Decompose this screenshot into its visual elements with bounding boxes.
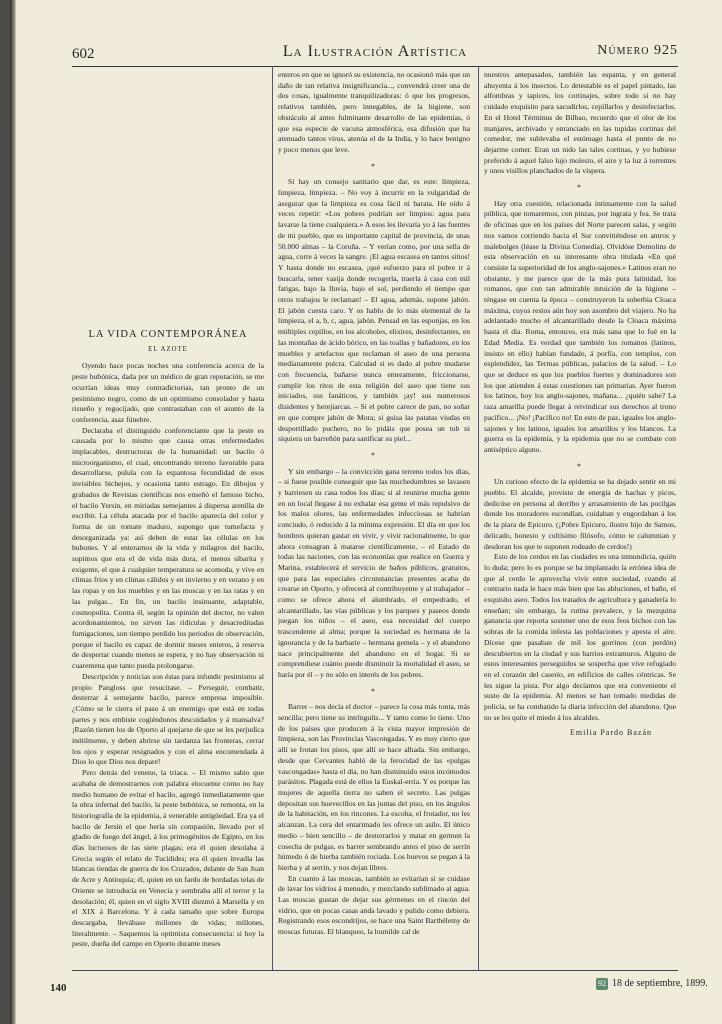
- paragraph: Declaraba el distinguido conferenciante que la peste es causada por lo mismo que causa otras enfermedades implacables, destructoras de la humanidad: un bacilo ó microorganismo, el cual, encontrando terreno favorable para desarrollarse, pulula con la espantosa fecundidad de esos invisibles bichejos, y ocasiona tanto estrago. En dibujos y grabados de Revistas científicas nos enseñó el famoso bicho, el bacilo Yersin, en miriadas semejantes á dispersa arenilla de escribir. La célula atacada por el bacilo aparecía del color y forma de un tomate maduro, supongo que tumefacta y desorganizada ya: así deben de estar las células en los bubones. Y al enterarnos de la vida y milagros del bacilo, supimos que era el de vida más dura, el menos sibarita y exigente, el que á cualquier temperatura se acomoda, y vive en climas fríos y en climas cálidos y en invierno y en verano y en las ropas y en los muebles y en las moscas y en las ratas y en las pulgas... En fin, un bacilo insinuante, adaptable, cosmopolita. Contra él, según la opinión del doctor, no valen acordonamientos, no sirven las ridículas y desacreditadas fumigaciones, son tiempo perdido los periodos de observación, porque el bacilo es capaz de dormir meses enteros, á reserva de despertar cuando menos se espera, y no hay observación ni cuarentena que tanto pueda prolongarse.: [72, 425, 264, 671]
- paragraph: Esto de los cerdos en las ciudades es una inmundicia, quién lo duda; pero lo es porque se ha implantado la errónea idea de que al cerdo le aprovecha vivir entre suciedad, cuando al contrario nada le hace más bien que las abluciones, el baño, el exquisito aseo. Todos los tratados de agricultura y ganadería lo enseñan; sin embargo, la rutina prevalece, y la mezquina ganancia que reporta sostener uno de esos feos bichos con las sobras de la comida infesta las poblaciones y apesta el aire. Dícese que pasaban de mil los gorrinos (con perdón) descubiertos en la ciudad y sus barrios extramuros. Alguno de estos interesantes perseguidos se sospecha que vive refugiado en el corazón del caserío, en edificios de calles céntricas. Se les sigue la pista. Por algo decíamos que era conveniente el susto de la epidemia. Al menos se han tomado medidas de policía, se ha combatido la diaria infección del abandono. Que no se les quite el miedo á los alcaldes.: [484, 552, 676, 722]
- paragraph: Hay otra cuestión, relacionada íntimamente con la salud pública, que tomaremos, con pinzas, por ingrata y fea. Se trata de oficinas que en los países del Norte parecen salas, y según nos vamos corriendo hacia el Sur convitiéndose en antros y malebolges (léase la Divina Comedia). Olvidóse Demolins de esta observación en su interesante obra titulada «En qué consiste la superioridad de los anglo-sajones.» Latinos eran no obstante, y me parece que de la más pura latinidad, los romanos, que con tan admirable intuición de la higiene – téngase en cuenta la época – construyeron la soberbia Cloaca máxima, cuyos restos aún hoy son asombro del viajero. No ha adelantado mucho el alcantarillado desde la Cloaca máxima hasta el día. Roma, entonces, era más sana que lo fué en la Edad Media. Es verdad que también los romanos (latinos, insisto en ello) habían fundado, á porfía, con templos, con esplendidez, las Termas públicas, palacios de la salud. – Lo que se deduce es que los pueblos fuertes y dominadores son los que atienden á estas cuestiones tan primarias. Ayer fueron los latinos, hoy los anglo-sajones, mañana... ¿quién sabe? La raza amarilla puede llegar á reivindicar sus derechos al trono pacífico... ¡No! ¡Pacífico no! En esto de paz, iguales los anglo-sajones y los latinos, iguales los amarillos y los blancos. La guerra es la epidemia, y la epidemia que no se combate con antiséptico alguno.: [484, 198, 676, 454]
- column-3: [484, 70, 676, 968]
- paragraph: Si hay un consejo sanitario que dar, es este: limpieza, limpieza, limpieza. – No voy á incurrir en la vulgaridad de asegurar que la limpieza es cosa fácil ni barata. He oído á veces repetir: «Los pobres podrían ser limpios: agua para lavarse la tiene cualquiera.» A esos les llevaría yo á las fuentes de mi pueblo, que es importante capital de provincia, de unas 50.000 almas – la Coruña. – Y verían como, por una sella de agua, corre á veces la sangre. ¡El agua escasea en tantos sitios! Y hasta donde no escasea, ¡qué esfuerzo para el pobre ir á buscarla, tener vasija donde recogerla, traerla á casa con mil fatigas, bajo la lluvia, bajo el sol, perdiendo el tiempo que otros trabajos le reclaman! – El agua, además, supone jabón. El jabón cuesta caro. Y os hablo de lo más elemental de la limpieza, el a, b, c, agua, jabón. Pensad en las esponjas, en los múltiples cepillos, en los alcoholes, elixires, desinfectantes, en las montañas de ácido bórico, en las toallas y bañadores, en los muebles y artefactos que reclaman el aseo de una persona medianamente pulcra. Calculad si es dado al pobre mudarse con frecuencia, bañarse nunca enteramente, friccionarse, cumplir los ritos de esta religión del aseo que tiene sus iniciados, sus fanáticos, y también ¡ay! sus numerosos disidentes y herejiarcas. – Si el pobre carece de pan, no soñar en que compre jabón de Mora; si guisa las patatas viudas en desportillado puchero, no lo pidáis que posea un tub ni siquiera un barreñón para sanificar su piel...: [278, 177, 470, 444]
- blank-space: [72, 70, 264, 326]
- paragraph: Y sin embargo – la convicción gana terreno todos los días, – si fuese posible conseguir que las muchedumbres se lavasen y barriesen su casa todos los días; si al reunirse mucha gente en un local llegase á no exhalar esa gente el más repulsivo de los malos olores, las enfermedades infecciosas se habrían conciudo, ó reducido á la mínima expresión. El día en que los hombres quieran gastar en vivir, y vivir racionalmente, lo que ahora consagran á matarse científicamente, – el Estado de todas las naciones, con las economías que realice en Guerra y Marina, establecerá el servicio de baños públicos, gratuitos, que para las especiales circunstancias presentes acaba de crearse en Oporto, y ofrecerá al contribuyente y al trabajador – como se ofrece ahora el alumbrado, el empedrado, el alcantarillado, las vías públicas y los parques y paseos donde juegan los niños – el aseo, esa necesidad del cuerpo trascendente al alma; porque la suciedad es hermana de la ignorancia y de la barbarie – hermana gemela – y el abandono nace principalmente del abandono en el hogar. Si se comprendiese cuánto puede disminuir la mortalidad el aseo, se haría por él – y no sólo en interés de los pobres.: [278, 466, 470, 679]
- footer-date: [596, 978, 708, 990]
- paragraph: enteros en que se ignoró su existencia, no ocasionó más que un daño de tan relativa insignificancia..., convendrá creer una de dos cosas, igualmente tranquilizadoras: ó que los progresos, relativos también, pero innegables, de la higiene, son obstáculo al antes fulminante desarrollo de las epidemias, ó que esa especie de vacuna atmosférica, esa difusión que ha atenuado tantos virus, atenúa el de la India, y lo hace benigno y poco menos que leve.: [278, 70, 470, 154]
- separator-asterisks: *: [371, 686, 377, 696]
- separator-asterisks: *: [371, 450, 377, 460]
- footer-page-number: 140: [50, 982, 67, 994]
- paragraph: En cuanto á las moscas, también se evitarían si se cuidase de lavar los vidrios á menudo, y mezclando sublimado al agua. Las moscas gustan de dejar sus gérmenes en el rincón del vidrio, que en pocas casas anda lavado y pulido como debiera. Registrando esos escondrijos, se hace una Saint Barthélemy de moscas futuras. El blanqueo, la humilde cal de: [278, 873, 470, 937]
- header-page-number: 602: [72, 46, 95, 62]
- column-2: [278, 70, 470, 968]
- footer-rule: [72, 970, 678, 971]
- separator-asterisks: *: [577, 461, 583, 471]
- paragraph: nuestros antepasados, también las espanta, y en general ahuyenta á los insectos. Lo detestable es el papel pintado, las alfombras y tapices, los cortinajes, sobre todo si no hay cuidado exquisito para sacudirlos, cepillarlos y desinfectarlos. En el Hotel Términus de Bilbao, recuerdo que el olor de los manjares, archivado y enranciado en las tupidas cortinas del comedor, me sublevaba el estómago hasta el punto de no dejarme comer. Eran un nido las tales cortinas, y yo hubiese preferido á aquel falso lujo molesto, el aire y la luz á torrentes y unos visillos planchados de la víspera.: [484, 70, 676, 176]
- paragraph: Barrer – nos decía el doctor – parece la cosa más tonta, más sencilla; pero tiene su intríngulis... Y tanto como lo tiene. Uno de los países que producen á la vista mayor impresión de limpieza, son las Provincias Vascongadas. Y es muy cierto que allí se frotan los pisos, que allí se hace alhada. Sin embargo, desde que Cervantes habló de la ferocidad de las «pulgas vascongadas» hasta el día, no han disminuido estos incómodos parásitos. Plagada está de ellos la Euskal-erria. Y es porque las mujeres de aquella tierra no saben el secreto. Las pulgas depositan sus huevecillos en las juntas del piso, en los ángulos de la habitación, en los rincones. La escoba, el frotador, no les alcanzan. La cera del entarimado les ofrece un asilo. El único medio – bien sencillo – de desterrarlos y matar en germen la cosecha de pulgas, es barrer sembrando antes el piso de serrín húmedo ó de hierba también rociada. Los huevos se pegan á la hierba y al serrín, y nos dejan libres.: [278, 702, 470, 872]
- column-1: [72, 70, 264, 968]
- header-rule: [72, 66, 678, 67]
- magazine-page: [10, 0, 722, 1024]
- paragraph: Oyendo hace pocas noches una conferencia acerca de la peste bubónica, dada por un médico de gran reputación, se me ocurrían ideas muy contradictorias, tan pronto de un pesimismo negro, como de un optimismo consolador y hasta risueño y regocijado, que contrastaban con el asunto de la conferencia, asaz fúnebre.: [72, 361, 264, 424]
- paragraph: Descripción y noticias son éstas para infundir pesimismo al propio Pangloss que resucitase. – Perseguir, combatir, desterrar á semejante bacilo, parece empresa imposible. ¿Cómo se le cierra el paso á un enemigo que está en todas partes y nos embiste cogiéndonos descuidados y á mansalva? ¡Razón tienen los de Oporto al quejarse de que se les perjudica inútilmente, y deben abrirse sin tardanza las fronteras, cerrar los ojos y esperar resignados y con el alma encomendada á Dios lo que Dios nos depare!: [72, 671, 264, 767]
- header-title: La Ilustración Artística: [282, 43, 468, 60]
- paragraph: Pero detrás del veneno, la triaca. – El mismo sabio que acababa de demostrarnos con palabra elocuente como no hay medio humano de evitar el bacilo, agregó inmediatamente que la obra infernal del bacilo, la peste bubónica, se remonta, en la historiografía de la epidemia, á venerable antigüedad. Era ya el bacilo de Jersín el que hería sin compasión, llevado por el gladio de fuego del ángel, á los primogénitos de Egipto, en los días luctuosos de las siete plagas; era él quien desolaba á Grecia según el relato de Tucídides; era él quien invadía las blancas tiendas de guerra de los Cruzados, delante de San Juan de Acre y Antioquía; él, quien en un fardo de bordadas telas de Oriente se introducía en Venecia y sembraba allí el terror y la desolación; él, quien en el siglo XVIII diezmó á Marsella y en el XIX á Barcelona. Y á cada tamaño que sobre Europa descargaba, llevábase millones de vidas; millones, literalmente. – Saquemos la optimista consecuencia: si hoy la peste, dueña del campo en Oporto durante meses: [72, 768, 264, 949]
- page-edge-shadow: [10, 0, 16, 1024]
- section-title: LA VIDA CONTEMPORÁNEA: [88, 329, 248, 340]
- column-divider: [272, 66, 273, 970]
- separator-asterisks: *: [577, 183, 583, 193]
- separator-asterisks: *: [371, 161, 377, 171]
- footer-date-text: 18 de septiembre, 1899.: [612, 978, 708, 989]
- page-header: [72, 40, 678, 64]
- section-subtitle: EL AZOTE: [148, 345, 188, 353]
- column-divider: [478, 66, 479, 970]
- issue-badge: 92: [598, 979, 606, 988]
- author-signature: Emilia Pardo Bazán: [570, 728, 652, 738]
- paragraph: Un curioso efecto de la epidemia se ha dejado sentir en mi pueblo. El alcalde, provisto de energía de hachas y picos, dedicóse en persona al derribo y arrasamiento de las pocilgas donde los moradores escondían, cuidaban y engordaban á los de la piara de Epicuro. (¡Pobre Epicuro, ilustre hijo de Samos, delicado, honesto y cultísimo filósofo, cómo te calumnian y desdoran los que te suponen rodeado de cerdos!): [484, 477, 676, 551]
- header-issue-number: Número 925: [597, 43, 678, 58]
